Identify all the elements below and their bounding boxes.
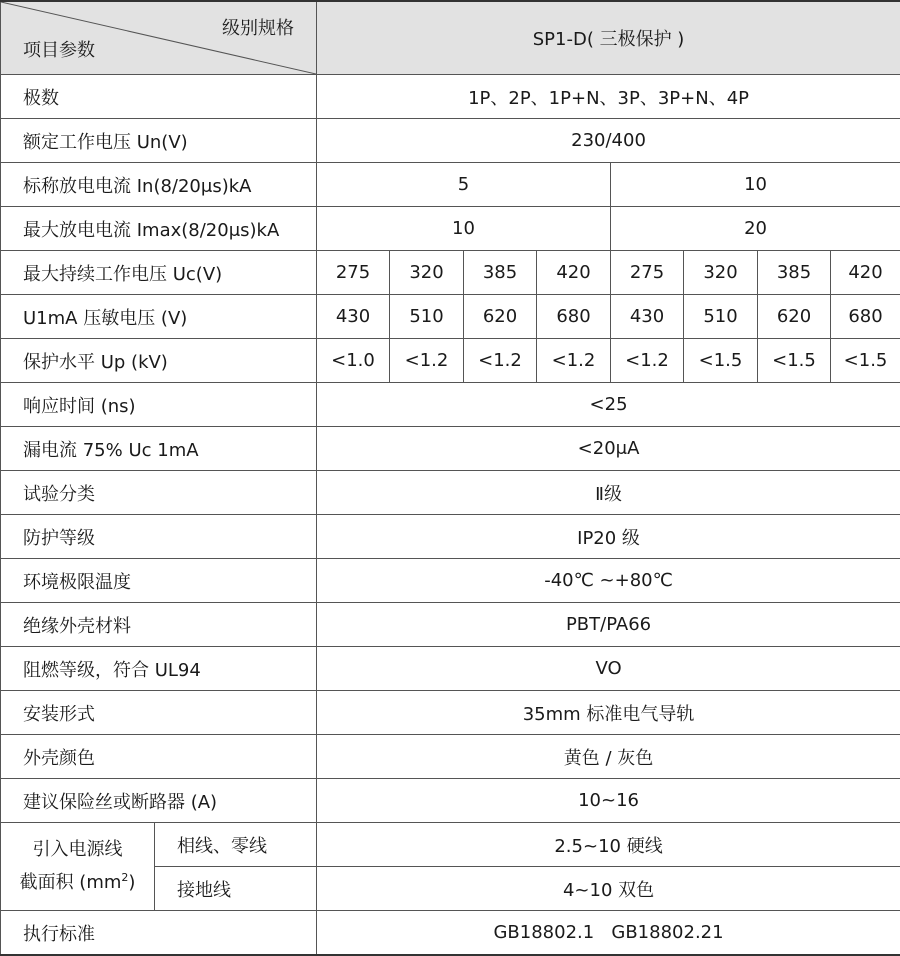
corner-cell: [1, 1, 317, 75]
row-u1ma: [1, 295, 900, 339]
row-wire-phase: [1, 823, 900, 867]
u1ma-value: 680: [831, 295, 900, 339]
protection-label: 防护等级: [1, 515, 317, 559]
up-value: <1.5: [758, 339, 831, 383]
up-value: <1.5: [831, 339, 900, 383]
u1ma-value: 680: [537, 295, 611, 339]
rated-voltage-value: 230/400: [317, 119, 900, 163]
row-color: [1, 735, 900, 779]
response-time-value: <25: [317, 383, 900, 427]
row-rated-voltage: [1, 119, 900, 163]
row-poles: [1, 75, 900, 119]
poles-value: 1P、2P、1P+N、3P、3P+N、4P: [317, 75, 900, 119]
row-response-time: [1, 383, 900, 427]
u1ma-value: 510: [390, 295, 464, 339]
row-fuse: [1, 779, 900, 823]
u1ma-value: 430: [317, 295, 390, 339]
uc-value: 385: [464, 251, 537, 295]
rated-voltage-label: 额定工作电压 Un(V): [1, 119, 317, 163]
up-value: <1.2: [390, 339, 464, 383]
test-class-value: Ⅱ级: [317, 471, 900, 515]
corner-item-label: 项目参数: [23, 36, 95, 62]
ground-value: 4~10 双色: [317, 867, 900, 911]
row-test-class: [1, 471, 900, 515]
row-nominal-current: [1, 163, 900, 207]
row-mounting: [1, 691, 900, 735]
uc-value: 320: [390, 251, 464, 295]
up-label: 保护水平 Up (kV): [1, 339, 317, 383]
row-flame: [1, 647, 900, 691]
u1ma-value: 620: [464, 295, 537, 339]
u1ma-value: 510: [684, 295, 758, 339]
row-protection: [1, 515, 900, 559]
max-current-value: 20: [611, 207, 900, 251]
poles-label: 极数: [1, 75, 317, 119]
material-label: 绝缘外壳材料: [1, 603, 317, 647]
temperature-value: -40℃ ~+80℃: [317, 559, 900, 603]
nominal-current-value: 10: [611, 163, 900, 207]
header-row: [1, 1, 900, 75]
max-current-value: 10: [317, 207, 611, 251]
leakage-label: 漏电流 75% Uc 1mA: [1, 427, 317, 471]
phase-neutral-value: 2.5~10 硬线: [317, 823, 900, 867]
up-value: <1.0: [317, 339, 390, 383]
row-temperature: [1, 559, 900, 603]
row-material: [1, 603, 900, 647]
flame-value: VO: [317, 647, 900, 691]
up-value: <1.5: [684, 339, 758, 383]
uc-value: 420: [537, 251, 611, 295]
uc-value: 420: [831, 251, 900, 295]
up-value: <1.2: [611, 339, 684, 383]
row-standard: [1, 911, 900, 956]
row-leakage: [1, 427, 900, 471]
up-value: <1.2: [464, 339, 537, 383]
mounting-label: 安装形式: [1, 691, 317, 735]
up-value: <1.2: [537, 339, 611, 383]
uc-label: 最大持续工作电压 Uc(V): [1, 251, 317, 295]
row-up: [1, 339, 900, 383]
u1ma-label: U1mA 压敏电压 (V): [1, 295, 317, 339]
test-class-label: 试验分类: [1, 471, 317, 515]
phase-neutral-label: 相线、零线: [155, 823, 317, 867]
uc-value: 385: [758, 251, 831, 295]
protection-value: IP20 级: [317, 515, 900, 559]
corner-spec-label: 级别规格: [222, 14, 294, 40]
wire-label-line1: 引入电源线: [1, 836, 154, 864]
material-value: PBT/PA66: [317, 603, 900, 647]
wire-area-exponent: 2: [121, 871, 128, 884]
temperature-label: 环境极限温度: [1, 559, 317, 603]
mounting-value: 35mm 标准电气导轨: [317, 691, 900, 735]
standard-value: GB18802.1 GB18802.21: [317, 911, 900, 956]
fuse-value: 10~16: [317, 779, 900, 823]
u1ma-value: 430: [611, 295, 684, 339]
flame-label: 阻燃等级，符合 UL94: [1, 647, 317, 691]
product-model-header: SP1-D( 三极保护 ): [317, 1, 900, 75]
uc-value: 275: [317, 251, 390, 295]
wire-label-line2: [1, 864, 154, 897]
color-label: 外壳颜色: [1, 735, 317, 779]
row-max-current: [1, 207, 900, 251]
max-current-label: 最大放电电流 Imax(8/20μs)kA: [1, 207, 317, 251]
nominal-current-label: 标称放电电流 In(8/20μs)kA: [1, 163, 317, 207]
leakage-value: <20μA: [317, 427, 900, 471]
standard-label: 执行标准: [1, 911, 317, 956]
wire-section-label: [1, 823, 155, 911]
u1ma-value: 620: [758, 295, 831, 339]
row-uc: [1, 251, 900, 295]
uc-value: 320: [684, 251, 758, 295]
nominal-current-value: 5: [317, 163, 611, 207]
fuse-label: 建议保险丝或断路器 (A): [1, 779, 317, 823]
uc-value: 275: [611, 251, 684, 295]
color-value: 黄色 / 灰色: [317, 735, 900, 779]
wire-area-close: ): [128, 872, 135, 893]
response-time-label: 响应时间 (ns): [1, 383, 317, 427]
ground-label: 接地线: [155, 867, 317, 911]
wire-area-text: 截面积 (mm: [20, 872, 122, 893]
